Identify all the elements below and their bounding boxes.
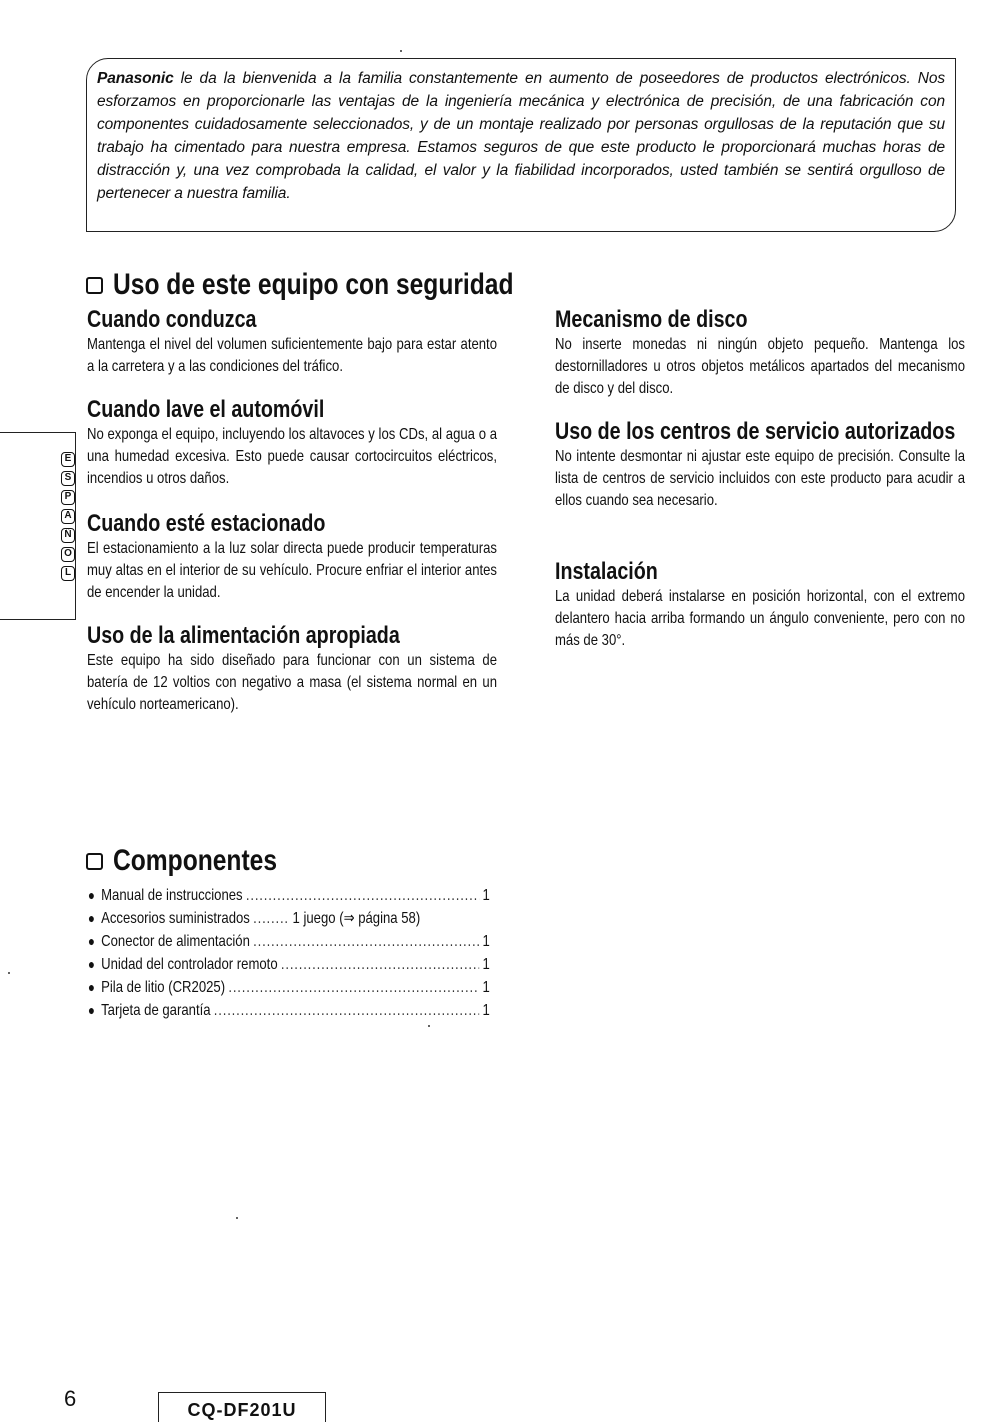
tab-letter: L xyxy=(61,566,75,581)
components-title-text: Componentes xyxy=(113,844,278,877)
scan-speck xyxy=(428,1025,430,1027)
disc-mechanism-block xyxy=(555,306,965,400)
checkbox-square-icon xyxy=(86,853,103,870)
driving-text: Mantenga el nivel del volumen suficientemente bajo para estar atento a la carretera y a las condiciones del tráfico. xyxy=(87,336,497,375)
components-list-wrap xyxy=(88,884,498,1022)
bullet-icon: ● xyxy=(88,910,95,926)
brand-name: Panasonic xyxy=(97,70,174,87)
parked-block xyxy=(87,510,497,604)
intro-paragraph xyxy=(97,67,945,205)
tab-letter: E xyxy=(61,452,75,467)
safety-section-title xyxy=(86,268,601,302)
service-centers-text: No intente desmontar ni ajustar este equipo de precisión. Consulte la lista de centros de servicio incluidos con este producto para acudir a ellos cuando sea necesario. xyxy=(555,448,965,509)
power-text: Este equipo ha sido diseñado para funcionar con un sistema de batería de 12 voltios con negativo a masa (el sistema normal en un vehículo norteamericano). xyxy=(87,652,497,713)
tab-letter: A xyxy=(61,509,75,524)
bullet-icon: ● xyxy=(88,1002,95,1018)
service-centers-heading: Uso de los centros de servicio autorizados xyxy=(555,418,956,445)
washing-block xyxy=(87,396,497,490)
tab-letter: Ñ xyxy=(61,528,75,543)
list-item: ● Pila de litio (CR2025) ..... 1 xyxy=(88,976,490,999)
washing-text: No exponga el equipo, incluyendo los altavoces y los CDs, al agua o a una humedad excesiva. Esto puede causar cortocircuitos eléctricos, incendios u otros daños. xyxy=(87,426,497,487)
parked-text: El estacionamiento a la luz solar directa puede producir temperaturas muy altas en el interior de su vehículo. Procure enfriar el interior antes de encender la unidad. xyxy=(87,540,497,601)
bullet-icon: ● xyxy=(88,979,95,995)
page-number: 6 xyxy=(64,1386,77,1411)
bullet-icon: ● xyxy=(88,887,95,903)
list-item: ● Conector de alimentación ..... 1 xyxy=(88,930,490,953)
tab-letter: P xyxy=(61,490,75,505)
tab-letter: O xyxy=(61,547,75,562)
washing-heading: Cuando lave el automóvil xyxy=(87,396,325,423)
scan-speck xyxy=(400,50,402,52)
components-list xyxy=(88,884,490,1022)
intro-box xyxy=(86,58,956,232)
scan-speck xyxy=(236,1217,238,1219)
service-centers-block xyxy=(555,418,965,512)
installation-heading: Instalación xyxy=(555,558,658,585)
model-number: CQ-DF201U xyxy=(187,1400,297,1420)
language-letters xyxy=(60,452,76,585)
driving-block xyxy=(87,306,497,378)
bullet-icon: ● xyxy=(88,933,95,949)
installation-block xyxy=(555,558,965,652)
list-item: ● Unidad del controlador remoto ..... 1 xyxy=(88,953,490,976)
power-block xyxy=(87,622,497,716)
safety-title-text: Uso de este equipo con seguridad xyxy=(113,268,514,301)
tab-letter: S xyxy=(61,471,75,486)
power-heading: Uso de la alimentación apropiada xyxy=(87,622,400,649)
bullet-icon: ● xyxy=(88,956,95,972)
installation-text: La unidad deberá instalarse en posición horizontal, con el extremo delantero hacia arriba formando un ángulo conveniente, pero con no más de 30°. xyxy=(555,588,965,649)
disc-mechanism-heading: Mecanismo de disco xyxy=(555,306,748,333)
list-item: ● Accesorios suministrados ..... 1 juego (⇒ página 58) xyxy=(88,907,490,930)
components-section-title xyxy=(86,844,313,878)
list-item: ● Manual de instrucciones ..... 1 xyxy=(88,884,490,907)
disc-mechanism-text: No inserte monedas ni ningún objeto pequeño. Mantenga los destornilladores u otros objetos metálicos apartados del mecanismo de disco y del disco. xyxy=(555,336,965,397)
intro-text: le da la bienvenida a la familia constantemente en aumento de poseedores de productos electrónicos. Nos esforzamos en proporcionarle las ventajas de la ingeniería mecánica y electrónica de precisión, de una fabricación con componentes cuidadosamente seleccionados, y de un montaje realizado por personas orgullosas de la reputación que su trabajo ha cimentado para nuestra empresa. Estamos seguros de que este producto le proporcionará muchas horas de distracción y, una vez comprobada la calidad, el valor y la fiabilidad incorporados, usted también se sentirá orgulloso de pertenecer a nuestra familia. xyxy=(97,70,945,202)
parked-heading: Cuando esté estacionado xyxy=(87,510,326,537)
list-item: ● Tarjeta de garantía ..... 1 xyxy=(88,999,490,1022)
checkbox-square-icon xyxy=(86,277,103,294)
scan-speck xyxy=(8,972,10,974)
driving-heading: Cuando conduzca xyxy=(87,306,257,333)
